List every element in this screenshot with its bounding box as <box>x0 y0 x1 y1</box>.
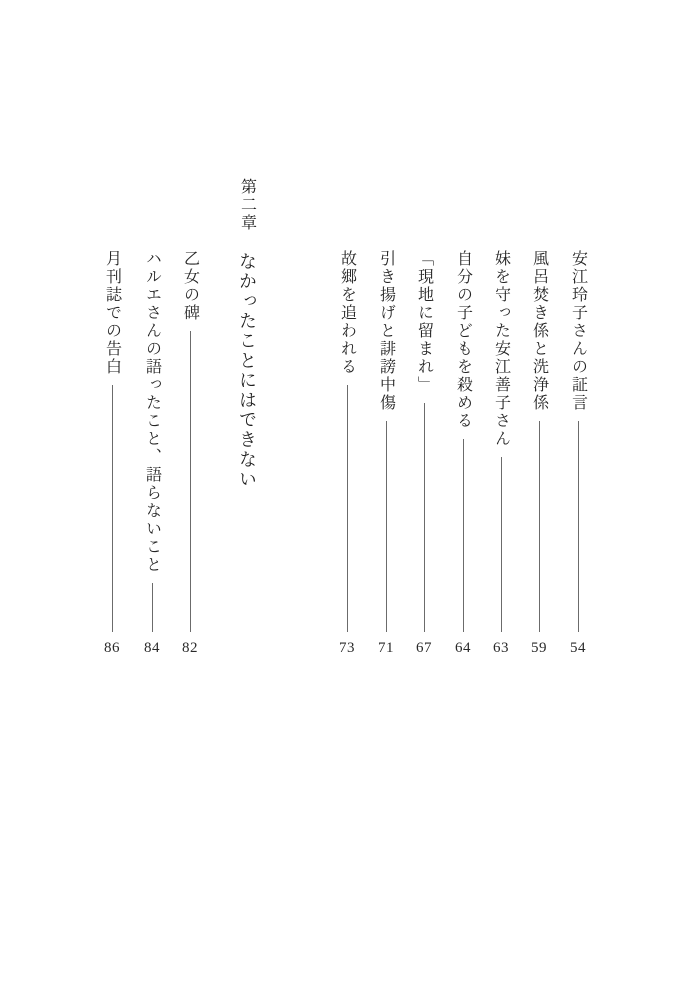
chapter-number-label: 第二章 <box>238 178 256 232</box>
toc-entry-title: 「現地に留まれ」 <box>415 250 433 394</box>
toc-entry <box>441 250 485 658</box>
chapter-title: なかったことにはできない <box>237 252 257 490</box>
page-number: 84 <box>144 640 160 656</box>
toc-entry <box>479 250 523 658</box>
toc-entry <box>168 250 212 658</box>
page-number: 63 <box>493 640 509 656</box>
leader-line <box>463 439 464 632</box>
leader-line <box>501 457 502 632</box>
page-number: 67 <box>416 640 432 656</box>
page-number: 82 <box>182 640 198 656</box>
toc-entry <box>517 250 561 658</box>
leader-line <box>424 403 425 632</box>
page-number: 86 <box>104 640 120 656</box>
leader-line <box>386 421 387 632</box>
page-number: 59 <box>531 640 547 656</box>
toc-entry-title: 乙女の碑 <box>181 250 199 322</box>
chapter-heading <box>225 178 269 738</box>
page-number: 54 <box>570 640 586 656</box>
toc-entry-title: 引き揚げと誹謗中傷 <box>377 250 395 412</box>
toc-entry-title: 安江玲子さんの証言 <box>569 250 587 412</box>
leader-line <box>112 385 113 632</box>
toc-entry <box>402 250 446 658</box>
page-number: 73 <box>339 640 355 656</box>
toc-entry-title: 月刊誌での告白 <box>103 250 121 376</box>
page-number: 71 <box>378 640 394 656</box>
page-number: 64 <box>455 640 471 656</box>
toc-entry <box>90 250 134 658</box>
toc-entry <box>130 250 174 658</box>
leader-line <box>347 385 348 632</box>
leader-line <box>539 421 540 632</box>
leader-line <box>578 421 579 632</box>
toc-entry <box>556 250 600 658</box>
leader-line <box>152 583 153 632</box>
toc-entry-title: ハルエさんの語ったこと、語らないこと <box>143 250 161 574</box>
toc-entry <box>364 250 408 658</box>
toc-entry <box>325 250 369 658</box>
toc-entry-title: 自分の子どもを殺める <box>454 250 472 430</box>
toc-entry-title: 妹を守った安江善子さん <box>492 250 510 448</box>
toc-entry-title: 故郷を追われる <box>338 250 356 376</box>
toc-entry-title: 風呂焚き係と洗浄係 <box>530 250 548 412</box>
leader-line <box>190 331 191 632</box>
